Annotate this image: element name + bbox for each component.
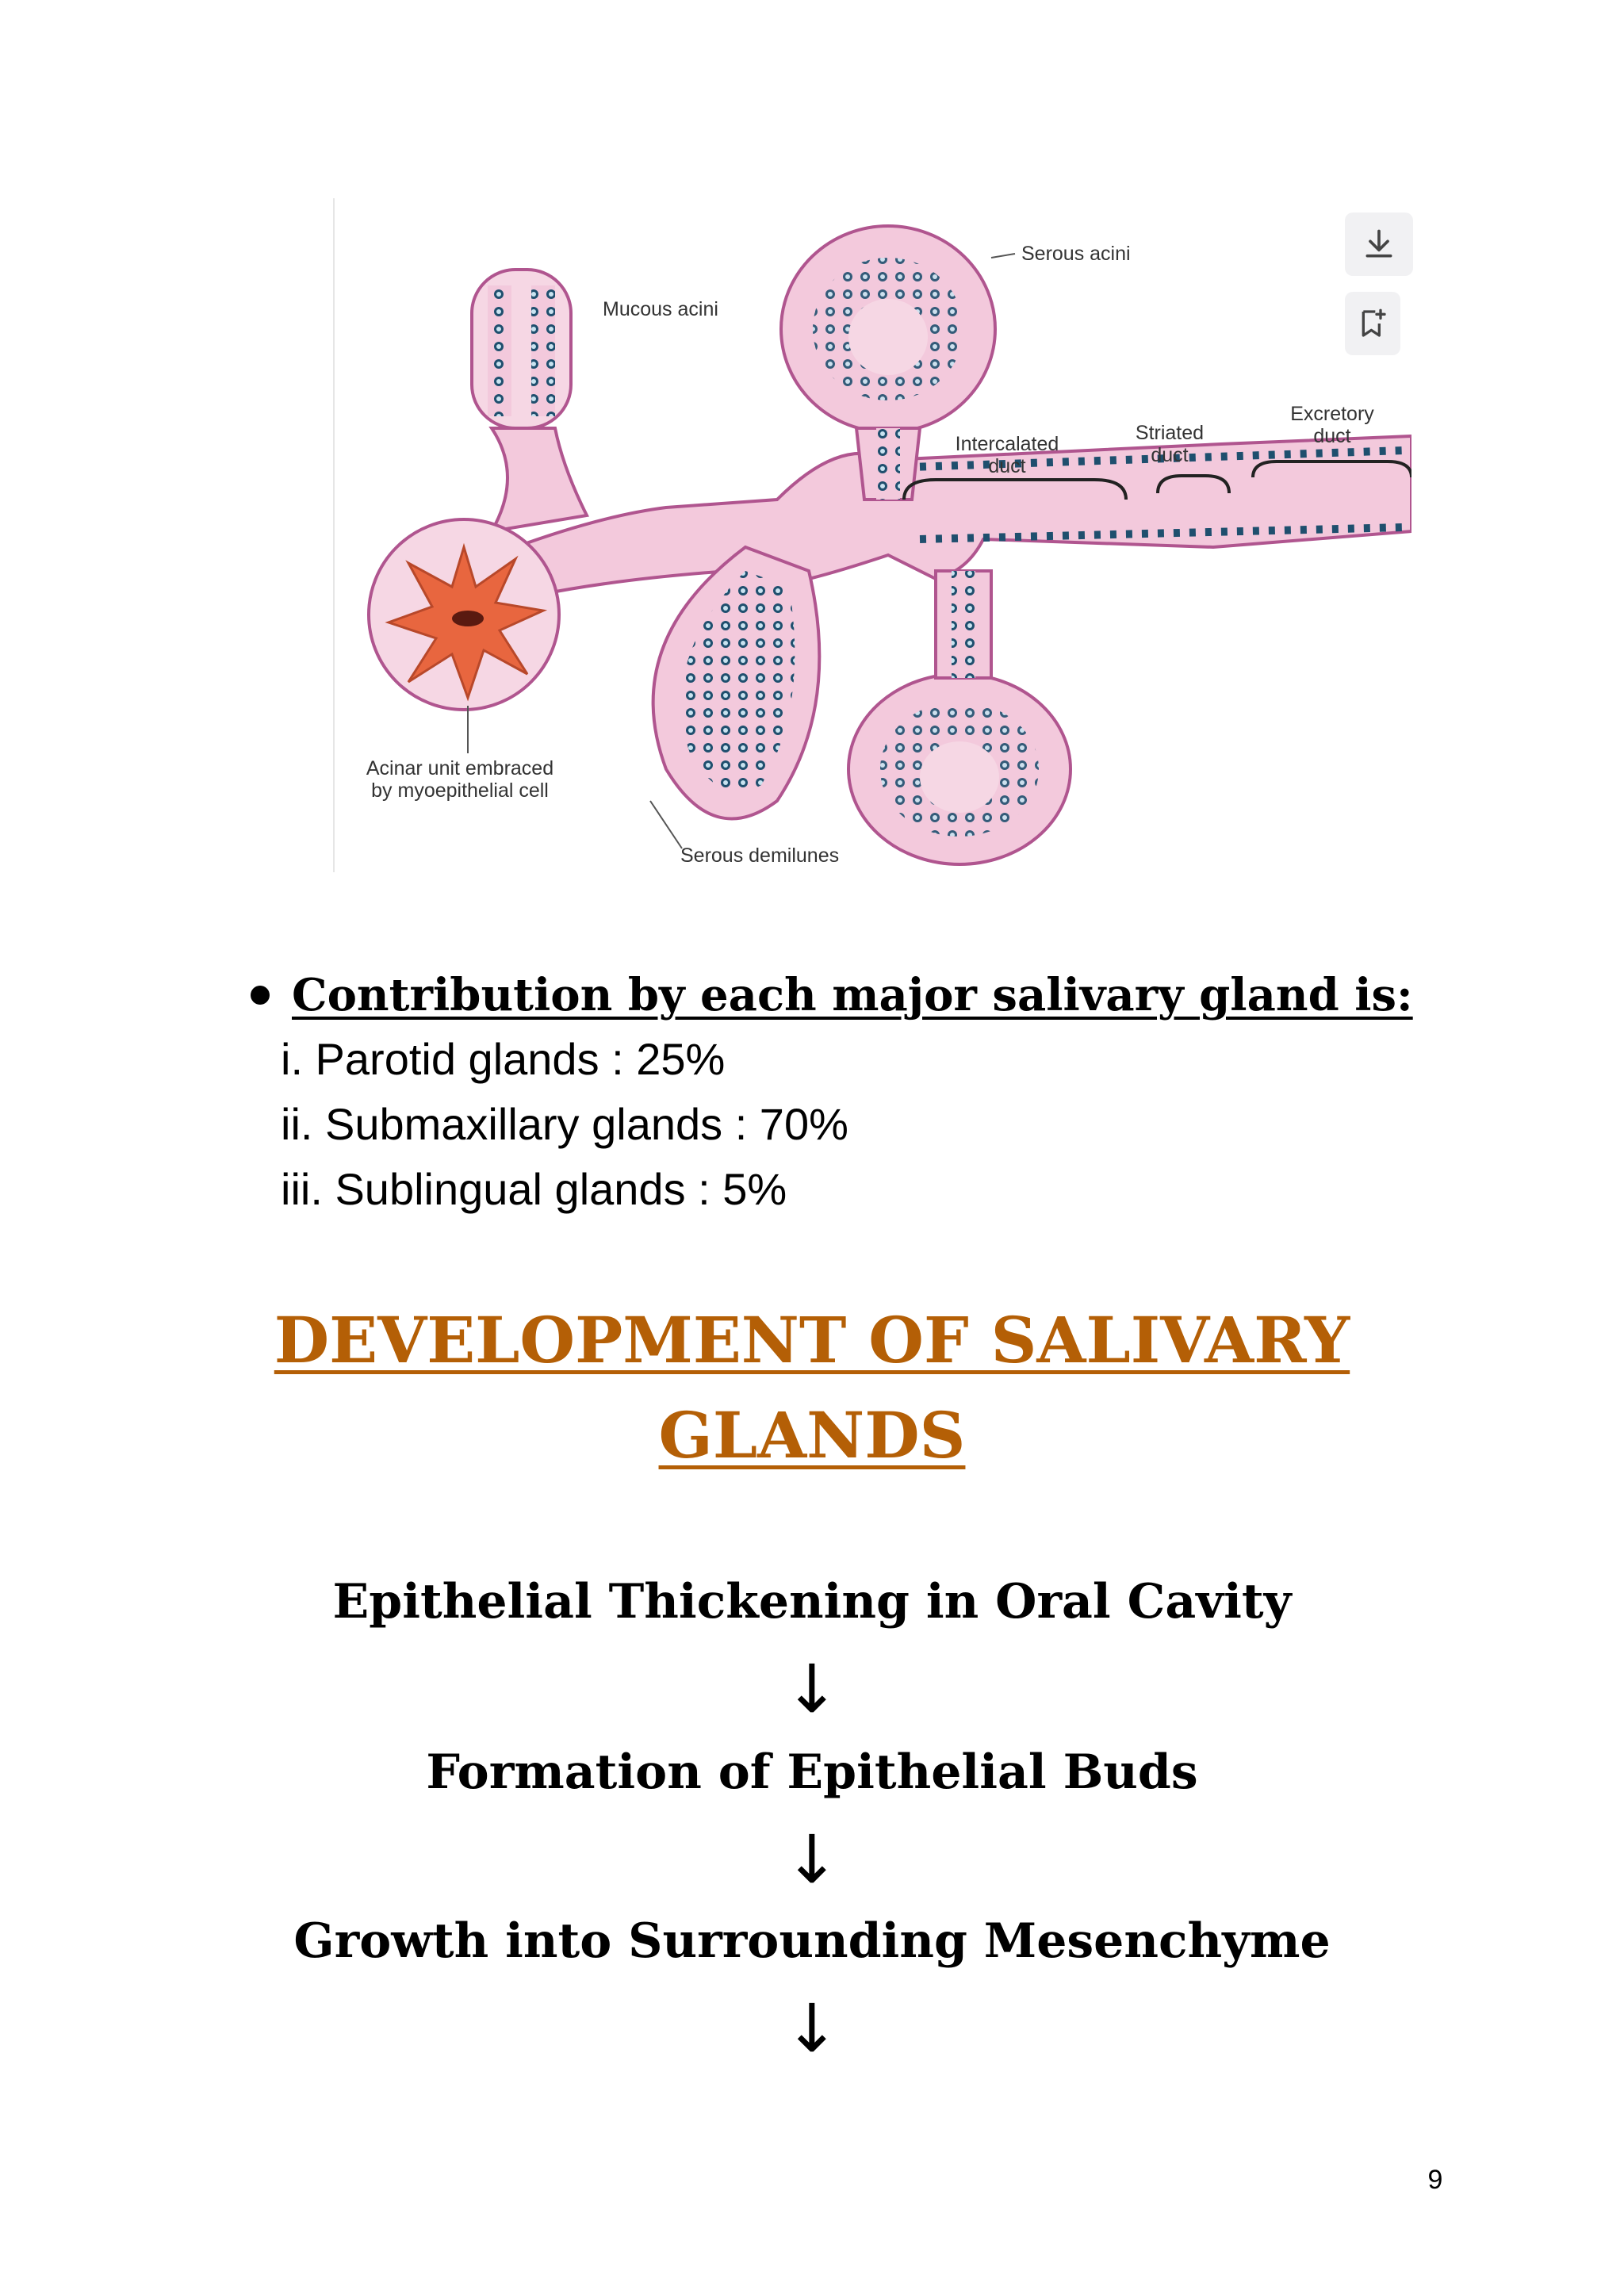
contribution-list [246,1027,1435,1222]
label-serous-demilunes: Serous demilunes [680,844,840,867]
down-arrow-icon: ↓ [783,1990,841,2067]
section-title-line-1: DEVELOPMENT OF SALIVARY [274,1303,1350,1377]
download-icon [1362,227,1396,262]
bullet-dot [251,986,270,1005]
flow-step: Formation of Epithelial Buds [426,1744,1198,1800]
contribution-heading-text: Contribution by each major salivary gland is: [292,969,1413,1021]
salivary-gland-diagram [333,198,1411,872]
list-item: i. Parotid glands : 25% [281,1034,726,1084]
bookmark-add-icon [1357,306,1388,341]
label-acinar-unit: Acinar unit embraced by myoepithelial cell [366,757,554,802]
gland-contribution [246,963,1435,1222]
down-arrow-icon: ↓ [783,1821,841,1898]
label-excretory-duct: Excretory duct [1290,403,1374,447]
contribution-heading [246,963,1435,1027]
section-title-line-2: GLANDS [658,1398,966,1473]
label-striated-duct: Striated duct [1135,422,1205,466]
bookmark-button[interactable] [1345,292,1400,355]
page-number: 9 [1427,2165,1443,2195]
flow-step: Epithelial Thickening in Oral Cavity [332,1574,1292,1630]
label-intercalated-duct: Intercalated duct [955,433,1059,477]
label-mucous-acini: Mucous acini [603,298,718,320]
label-serous-acini: Serous acini [1021,243,1131,265]
section-title [0,1293,1624,1483]
list-item: iii. Sublingual glands : 5% [281,1164,787,1214]
flow-step: Growth into Surrounding Mesenchyme [293,1913,1331,1969]
download-button[interactable] [1345,213,1413,276]
list-item: ii. Submaxillary glands : 70% [281,1099,848,1149]
mucous-acini-shape [472,270,571,428]
down-arrow-icon: ↓ [783,1650,841,1728]
